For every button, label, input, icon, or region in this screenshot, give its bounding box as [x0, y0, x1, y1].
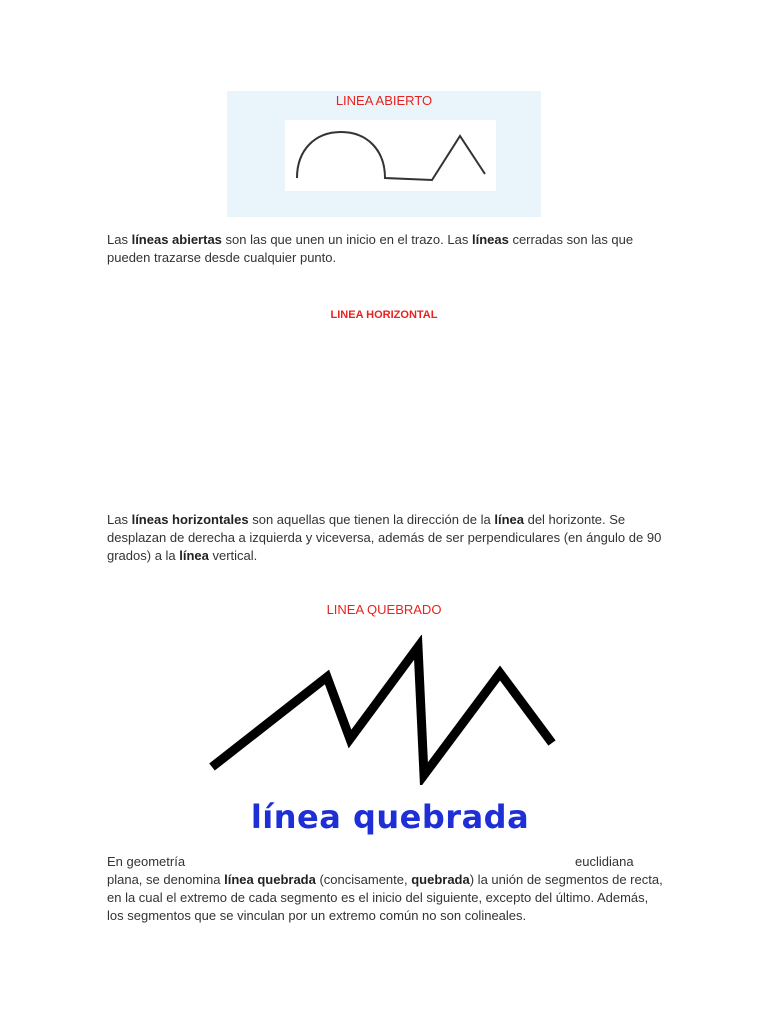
open-line-drawing	[285, 120, 496, 191]
horizontal-line-title: LINEA HORIZONTAL	[330, 309, 438, 321]
broken-line-caption: línea quebrada	[250, 798, 530, 836]
broken-line-title: LINEA QUEBRADO	[326, 602, 442, 617]
broken-line-drawing	[200, 635, 570, 785]
broken-line-paragraph: En geometría euclidiana plana, se denomina línea quebrada (concisamente, quebrada) la unión de segmentos de recta, en la cual el extremo de cada segmento es el inicio del siguiente, excepto del último. Además, los segmentos que se vinculan por un extremo común no son colineales.	[107, 854, 663, 923]
open-line-title: LINEA ABIERTO	[335, 93, 433, 108]
horizontal-line-paragraph: Las líneas horizontales son aquellas que tienen la dirección de la línea del horizonte. Se desplazan de derecha a izquierda y viceversa, además de ser perpendiculares (en ángulo de 90 grados) a la línea vertical.	[107, 512, 662, 563]
open-line-figure	[227, 91, 541, 217]
zigzag-shape	[200, 635, 570, 785]
open-line-paragraph: Las líneas abiertas son las que unen un inicio en el trazo. Las líneas cerradas son las que pueden trazarse desde cualquier punto.	[107, 232, 634, 265]
open-line-shape	[285, 120, 496, 191]
